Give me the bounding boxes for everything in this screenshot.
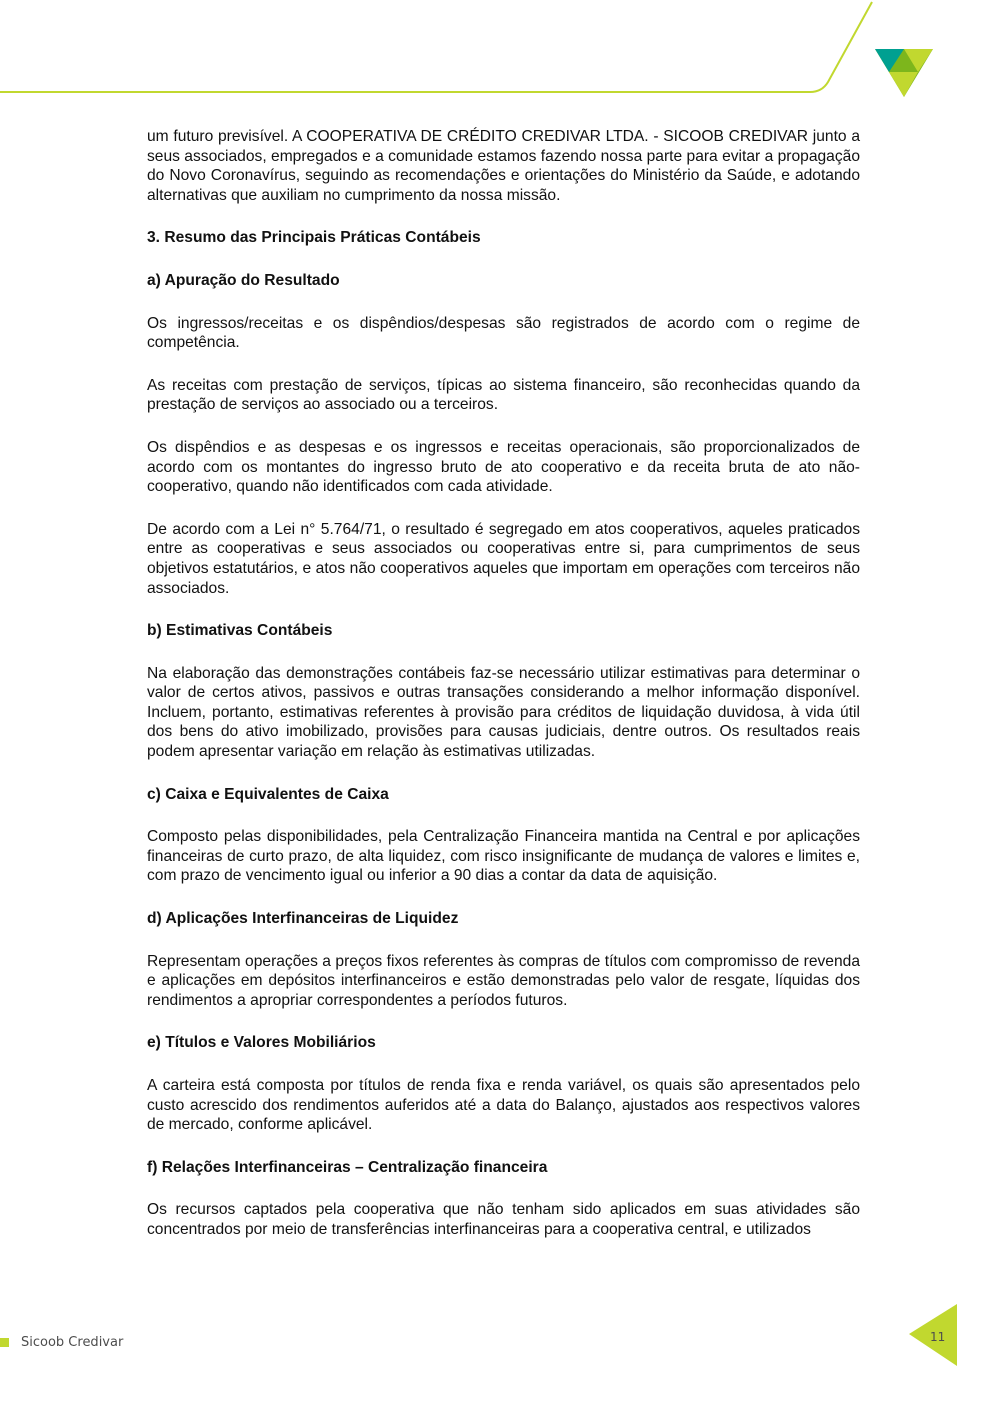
subsection-e-paragraph: A carteira está composta por títulos de renda fixa e renda variável, os quais são apresentados pelo custo acrescido dos rendimentos auferidos até a data do Balanço, ajustados aos respectivos valores de mercado, conforme aplicável. xyxy=(147,1077,860,1134)
brand-square-icon xyxy=(0,1338,9,1347)
document-body xyxy=(147,127,860,1263)
footer-brand xyxy=(0,1329,123,1355)
subsection-b-paragraph: Na elaboração das demonstrações contábeis faz-se necessário utilizar estimativas para determinar o valor de certos ativos, passivos e outras transações considerando a melhor informação disponível. Incluem, portanto, estimativas referentes à provisão para créditos de liquidação duvidosa, à vida útil dos bens do ativo imobilizado, provisões para causas judiciais, dentre outros. Os resultados reais podem apresentar variação em relação às estimativas utilizadas. xyxy=(147,664,860,761)
subsection-b-title: b) Estimativas Contábeis xyxy=(147,622,333,640)
subsection-d-title: d) Aplicações Interfinanceiras de Liquidez xyxy=(147,910,459,928)
subsection-c-paragraph: Composto pelas disponibilidades, pela Centralização Financeira mantida na Central e por aplicações financeiras de curto prazo, de alta liquidez, com risco insignificante de mudança de valores e limites e, com prazo de vencimento igual ou inferior a 90 dias a contar da data de aquisição. xyxy=(147,828,860,885)
subsection-c-title: c) Caixa e Equivalentes de Caixa xyxy=(147,785,389,803)
subsection-f-title: f) Relações Interfinanceiras – Centralização financeira xyxy=(147,1158,548,1176)
page-number: 11 xyxy=(930,1330,946,1344)
section-title: 3. Resumo das Principais Práticas Contábeis xyxy=(147,229,481,247)
subsection-a-paragraph: Os dispêndios e as despesas e os ingressos e receitas operacionais, são proporcionalizados de acordo com os montantes do ingresso bruto de ato cooperativo e da receita bruta de ato não-cooperativo, quando não identificados com cada atividade. xyxy=(147,438,860,496)
subsection-a-paragraph: Os ingressos/receitas e os dispêndios/despesas são registrados de acordo com o regime de competência. xyxy=(147,314,860,352)
subsection-f-paragraph: Os recursos captados pela cooperativa que não tenham sido aplicados em suas atividades são concentrados por meio de transferências interfinanceiras para a cooperativa central, e utilizados xyxy=(147,1201,860,1238)
subsection-d-paragraph: Representam operações a preços fixos referentes às compras de títulos com compromisso de revenda e aplicações em depósitos interfinanceiros e estão demonstradas pelo valor de resgate, líquidas dos rendimentos a apropriar correspondentes a períodos futuros. xyxy=(147,952,860,1009)
subsection-a-paragraph: As receitas com prestação de serviços, típicas ao sistema financeiro, são reconhecidas quando da prestação de serviços ao associado ou a terceiros. xyxy=(147,376,860,414)
subsection-e-title: e) Títulos e Valores Mobiliários xyxy=(147,1034,376,1052)
subsection-a-paragraph: De acordo com a Lei n° 5.764/71, o resultado é segregado em atos cooperativos, aqueles praticados entre as cooperativas e seus associados ou cooperativas entre si, para cumprimentos de seus objetivos estatutários, e atos não cooperativos aqueles que importam em operações com terceiros não associados. xyxy=(147,520,860,597)
header-decoration xyxy=(0,0,1000,110)
footer-brand-text: Sicoob Credivar xyxy=(21,1334,124,1350)
sicoob-logo-icon xyxy=(875,49,933,97)
paragraph-intro: um futuro previsível. A COOPERATIVA DE CRÉDITO CREDIVAR LTDA. - SICOOB CREDIVAR junto a seus associados, empregados e a comunidade estamos fazendo nossa parte para evitar a propagação do Novo Coronavírus, seguindo as recomendações e orientações do Ministério da Saúde, e adotando alternativas que auxiliam no cumprimento da nossa missão. xyxy=(147,128,860,204)
subsection-a-title: a) Apuração do Resultado xyxy=(147,271,340,289)
